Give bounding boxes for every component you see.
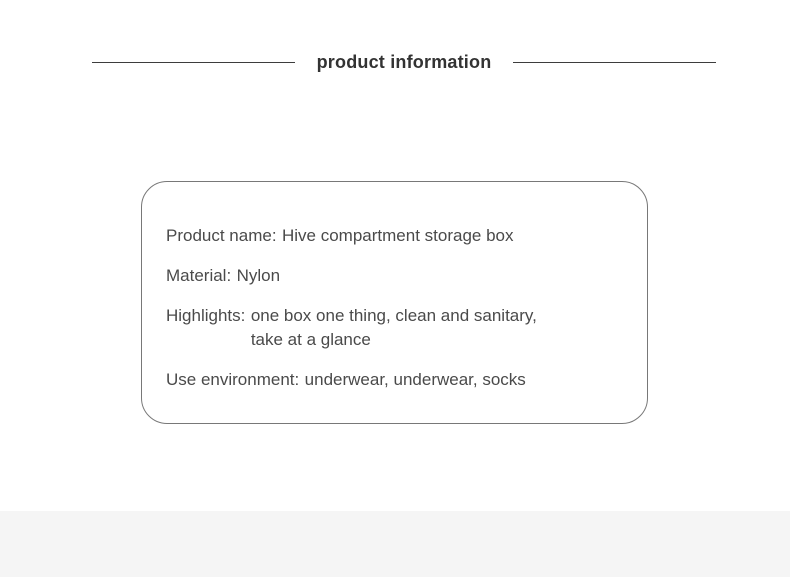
material-value: Nylon <box>236 266 281 285</box>
product-name-label: Product name: <box>166 226 277 245</box>
highlights-label: Highlights: <box>166 306 246 325</box>
footer-band <box>0 511 790 577</box>
header-rule-right <box>513 62 716 63</box>
product-information-page <box>0 49 790 577</box>
info-row-highlights <box>166 304 625 352</box>
highlights-value-line-2: take at a glance <box>250 330 371 349</box>
info-row-material <box>166 264 625 288</box>
section-title: product information <box>316 52 492 72</box>
info-row-use-environment <box>166 368 625 392</box>
highlights-value-line-1: one box one thing, clean and sanitary, <box>250 306 537 325</box>
product-name-value: Hive compartment storage box <box>282 226 514 245</box>
info-row-product-name <box>166 224 625 248</box>
use-environment-label: Use environment: <box>166 370 300 389</box>
highlights-value <box>251 304 537 352</box>
use-environment-value: underwear, underwear, socks <box>304 370 526 389</box>
header-rule-left <box>92 62 295 63</box>
section-header <box>0 49 790 75</box>
product-info-box <box>141 181 648 424</box>
material-label: Material: <box>166 266 232 285</box>
